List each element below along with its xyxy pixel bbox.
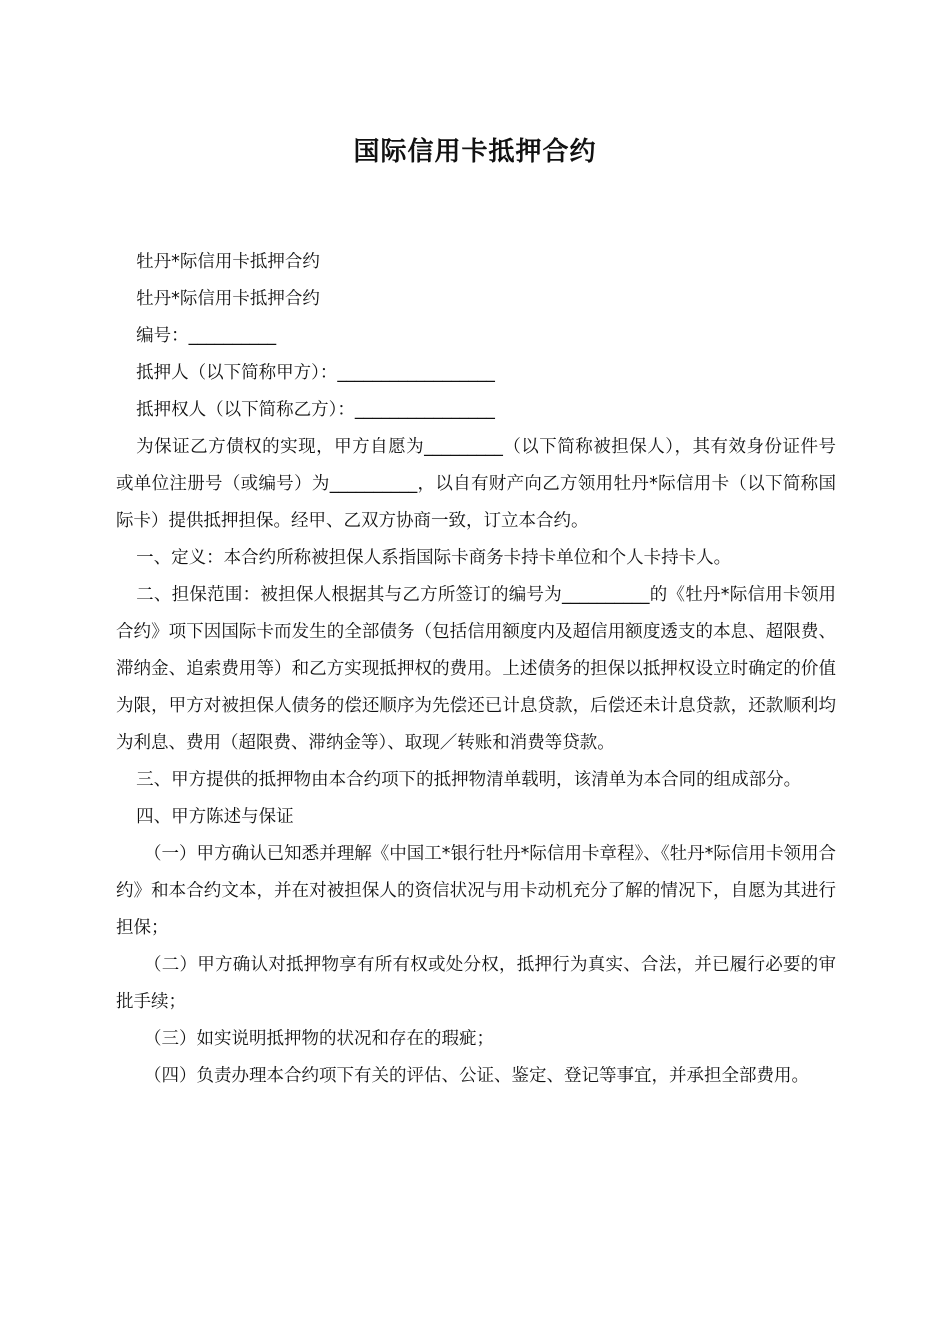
header-line: 牡丹*际信用卡抵押合约 [136,289,320,309]
clause-collateral: 三、甲方提供的抵押物由本合约项下的抵押物清单载明，该清单为本合同的组成部分。 [136,770,802,790]
document-body [116,244,836,1095]
mortgagor-line: 抵押人（以下简称甲方）：__________________ [136,363,495,383]
sub-clause: （二）甲方确认对抵押物享有所有权或处分权，抵押行为真实、合法，并已履行必要的审批手续； [116,955,836,1012]
sub-clause: （四）负责办理本合约项下有关的评估、公证、鉴定、登记等事宜，并承担全部费用。 [144,1066,809,1086]
sub-clause: （三）如实说明抵押物的状况和存在的瑕疵； [144,1029,494,1049]
clause-scope: 二、担保范围：被担保人根据其与乙方所签订的编号为__________的《牡丹*际信用卡领用合约》项下因国际卡而发生的全部债务（包括信用额度内及超信用额度透支的本息、超限费、滞纳金、追索费用等）和乙方实现抵押权的费用。上述债务的担保以抵押权设立时确定的价值为限，甲方对被担保人债务的偿还顺序为先偿还已计息贷款，后偿还未计息贷款，还款顺利均为利息、费用（超限费、滞纳金等）、取现／转账和消费等贷款。 [116,585,836,753]
header-line: 牡丹*际信用卡抵押合约 [136,252,320,272]
mortgagee-line: 抵押权人（以下简称乙方）：________________ [136,400,495,420]
clause-definition: 一、定义：本合约所称被担保人系指国际卡商务卡持卡单位和个人卡持卡人。 [136,548,732,568]
preamble-paragraph: 为保证乙方债权的实现，甲方自愿为_________（以下简称被担保人），其有效身份证件号或单位注册号（或编号）为__________，以自有财产向乙方领用牡丹*际信用卡（以下简称国际卡）提供抵押担保。经甲、乙双方协商一致，订立本合约。 [116,437,836,531]
clause-representations-heading: 四、甲方陈述与保证 [136,807,294,827]
document-title: 国际信用卡抵押合约 [353,137,597,167]
sub-clause: （一）甲方确认已知悉并理解《中国工*银行牡丹*际信用卡章程》、《牡丹*际信用卡领用合约》和本合约文本，并在对被担保人的资信状况与用卡动机充分了解的情况下，自愿为其进行担保； [116,844,836,938]
contract-number-line: 编号：__________ [136,326,277,346]
